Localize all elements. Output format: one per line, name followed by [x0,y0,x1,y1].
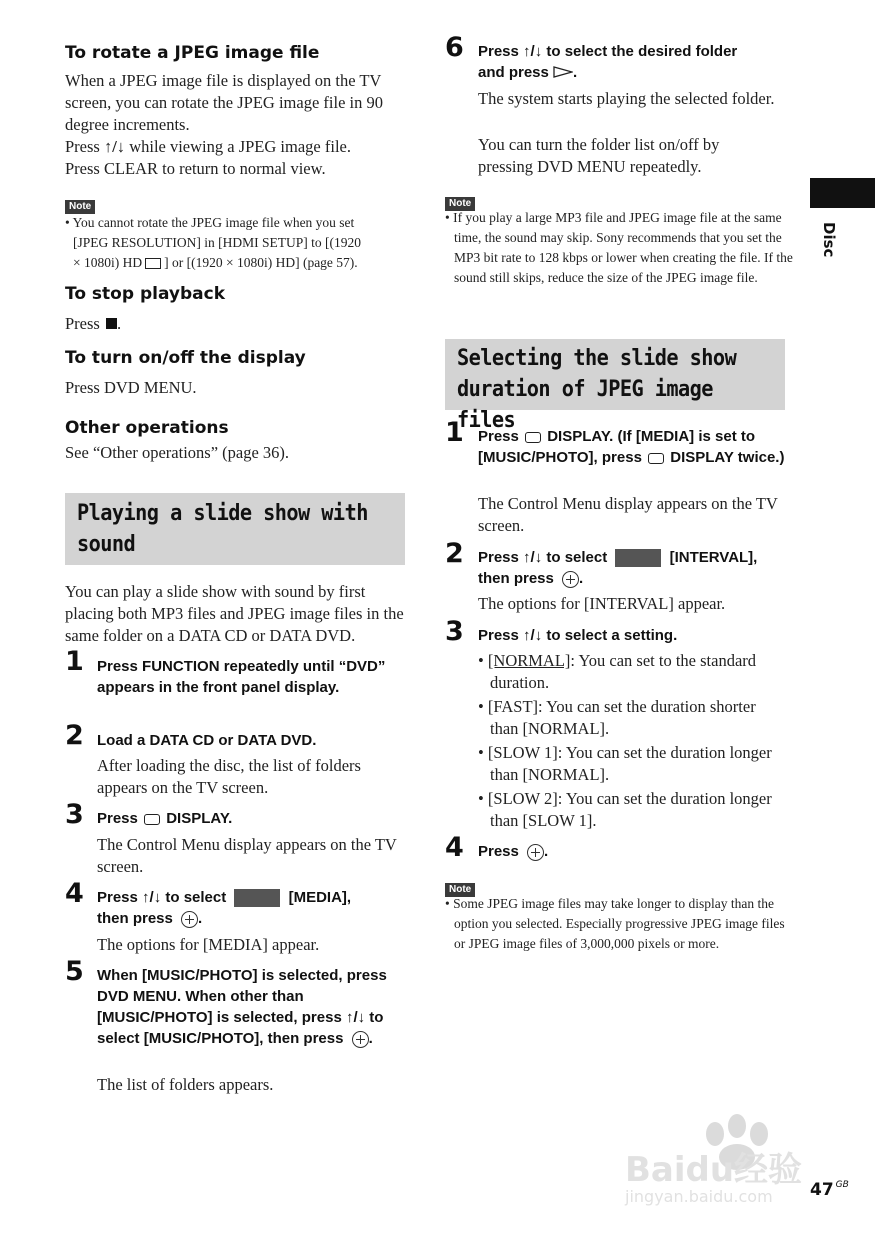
step-number: 3 [65,799,84,830]
enter-button-icon [181,911,198,928]
display-text: Press DVD MENU. [65,378,197,397]
page-suffix: GB [835,1180,849,1190]
note-1-line1: • You cannot rotate the JPEG image file when you set [65,215,355,230]
step-title: Press FUNCTION repeatedly until “DVD” appears in the front panel display. [97,658,386,696]
step-body: The options for [MEDIA] appear. [97,935,320,954]
display-button-icon [648,453,664,464]
note-2: • If you play a large MP3 file and JPEG image file at the same time, the sound may skip. Sony recommends that you set the MP3 bit rate to 128 kbps or lower when creating the file. If the sound still skips, reduce the size of the JPEG image file. [445,210,793,285]
step-number: 1 [65,646,84,677]
display-button-icon [525,432,541,443]
media-menu-icon [234,889,280,907]
options-list [478,650,788,832]
step-number: 2 [445,538,464,569]
step-number: 2 [65,720,84,751]
step-title: Press DISPLAY. [97,810,233,827]
other-heading: Other operations [65,418,229,438]
step-number: 5 [65,956,84,987]
rotate-paragraph [65,70,410,180]
step-body: The system starts playing the selected folder. [478,89,775,108]
enter-button-icon [527,844,544,861]
note-tag-2: Note [445,193,475,211]
step-body: The Control Menu display appears on the TV screen. [478,494,778,535]
step-body: After loading the disc, the list of folders appears on the TV screen. [97,756,361,797]
list-item: • [FAST]: You can set the duration shorter than [NORMAL]. [478,697,756,738]
note-tag-1: Note [65,196,95,214]
watermark-text: Baidu经验 [625,1150,803,1190]
watermark-url: jingyan.baidu.com [625,1187,773,1206]
banner-slide-duration [445,339,785,433]
banner-slide-show [65,493,405,565]
enter-button-icon [562,571,579,588]
section-tab-label: Disc [820,222,838,258]
intro-paragraph: You can play a slide show with sound by first placing both MP3 files and JPEG image files in the same folder on a DATA CD or DATA DVD. [65,582,404,645]
step-number: 3 [445,616,464,647]
step-number: 1 [445,417,464,448]
rotate-p2 [65,136,410,158]
rotate-p3: Press CLEAR to return to normal view. [65,159,326,178]
step-title: Press ↑/↓ to select [INTERVAL], then press . [478,549,758,587]
display-heading: To turn on/off the display [65,348,306,368]
other-text: See “Other operations” (page 36). [65,443,290,462]
arrow-up-down-icon: ↑/↓ [103,137,126,156]
play-icon [553,63,573,84]
step-number: 4 [65,878,84,909]
stop-heading: To stop playback [65,284,225,304]
list-item: • [NORMAL]: You can set to the standard duration. [478,651,757,692]
note-1-line3: × 1080i) HD ] or [(1920 × 1080i) HD] (page 57). [73,255,358,270]
note-1-line2: [JPEG RESOLUTION] in [HDMI SETUP] to [(1920 [73,235,361,250]
note-3: • Some JPEG image files may take longer to display than the option you selected. Especially progressive JPEG image files or JPEG image files of 3,000,000 pixels or more. [445,896,785,951]
page-number: 47 $^{GB}$ [810,1180,849,1200]
step-number: 4 [445,832,464,863]
step-body: The options for [INTERVAL] appear. [478,594,726,613]
rotate-p2-suffix: while viewing a JPEG image file. [125,137,351,156]
step-number: 6 [445,32,464,63]
stop-text: Press . [65,314,122,333]
note-tag-3: Note [445,879,475,897]
section-tab [810,178,875,208]
rotate-p1: When a JPEG image file is displayed on the TV screen, you can rotate the JPEG image file in 90 degree increments. [65,71,383,134]
banner-slide-show-title: Playing a slide show with sound [77,501,368,557]
enter-button-icon [352,1031,369,1048]
step-title: Press ↑/↓ to select a setting. [478,627,678,644]
display-button-icon [144,814,160,825]
list-item: • [SLOW 2]: You can set the duration longer than [SLOW 1]. [478,789,772,830]
watermark-logo [625,1112,825,1222]
step-title: When [MUSIC/PHOTO] is selected, press DVD MENU. When other than [MUSIC/PHOTO] is selected, press ↑/↓ to select [MUSIC/PHOTO], then press . [97,967,387,1047]
step-body: The Control Menu display appears on the TV screen. [97,835,397,876]
rotate-p2-prefix: Press [65,137,104,156]
step-title: Load a DATA CD or DATA DVD. [97,732,317,749]
stop-icon [106,318,117,329]
step-title: Press . [478,843,549,860]
step-title: Press DISPLAY. (If [MEDIA] is set to [MUSIC/PHOTO], press DISPLAY twice.) [478,428,785,466]
interval-menu-icon [615,549,661,567]
hd-box-icon [145,258,161,269]
step-body: You can turn the folder list on/off by pressing DVD MENU repeatedly. [478,135,720,176]
step-title: Press ↑/↓ to select [MEDIA], then press . [97,889,352,927]
banner-slide-duration-title: Selecting the slide show duration of JPEG image files [457,346,737,433]
step-body: The list of folders appears. [97,1075,274,1094]
rotate-heading: To rotate a JPEG image file [65,43,320,63]
note-1 [65,213,415,273]
list-item: • [SLOW 1]: You can set the duration longer than [NORMAL]. [478,743,772,784]
step-title: Press ↑/↓ to select the desired folder and press . [478,41,788,84]
